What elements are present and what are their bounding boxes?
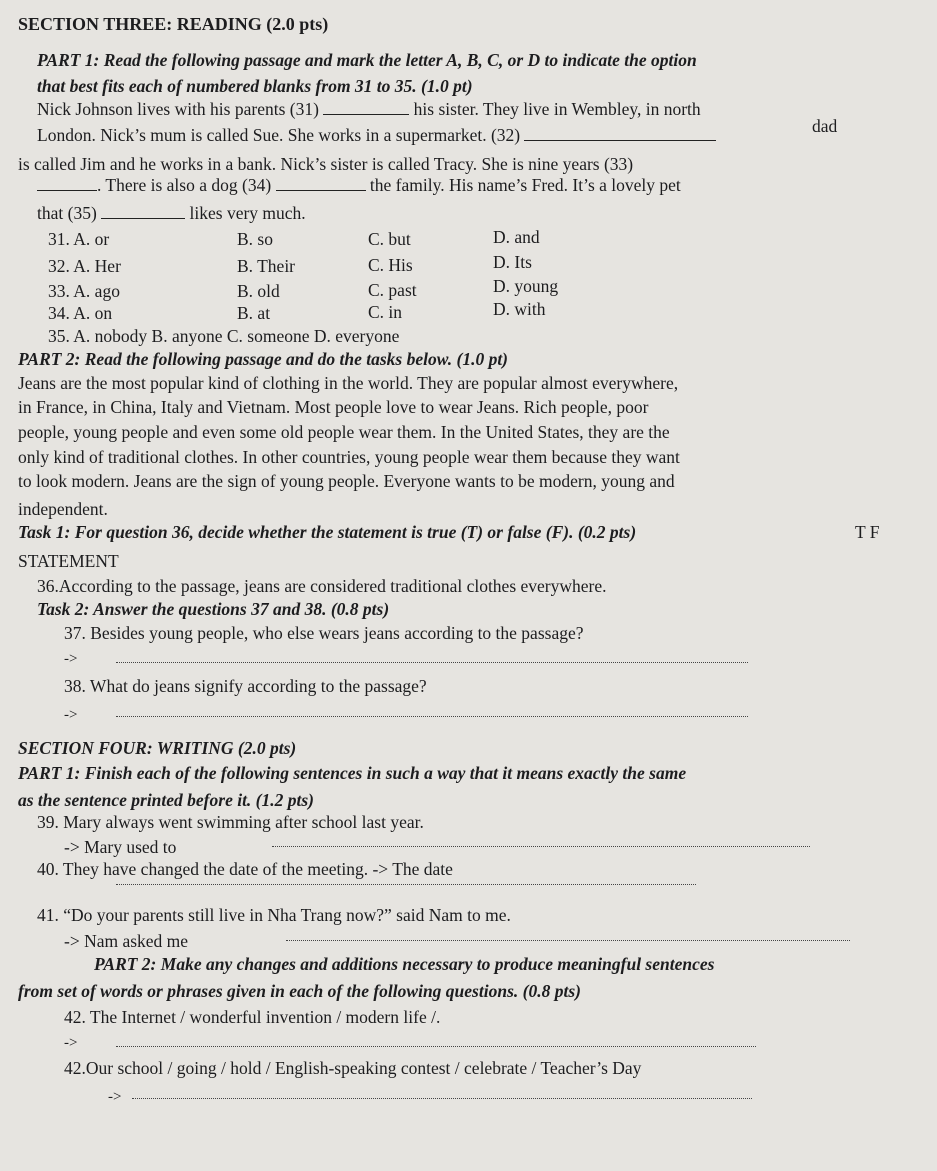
question-40: 40. They have changed the date of the meeting. -> The date xyxy=(37,859,453,879)
answer-line-40[interactable] xyxy=(116,884,696,885)
passage-text: likes very much. xyxy=(189,203,306,223)
q32-option-a: 32. A. Her xyxy=(48,256,121,276)
question-41: 41. “Do your parents still live in Nha Trang now?” said Nam to me. xyxy=(37,905,511,925)
answer-arrow-42b: -> xyxy=(108,1089,122,1105)
passage-line-3: is called Jim and he works in a bank. Nick’s sister is called Tracy. She is nine years (33) xyxy=(18,154,634,174)
part2-instruction: PART 2: Read the following passage and do the tasks below. (1.0 pt) xyxy=(18,349,509,369)
question-38: 38. What do jeans signify according to the passage? xyxy=(64,676,427,696)
writing-part2-line1: PART 2: Make any changes and additions necessary to produce meaningful sentences xyxy=(94,954,715,974)
passage-text: . There is also a dog (34) xyxy=(97,175,272,195)
passage-line-2 xyxy=(37,124,716,146)
question-41-prompt: -> Nam asked me xyxy=(64,931,189,951)
jeans-passage-line-2: in France, in China, Italy and Vietnam. Most people love to wear Jeans. Rich people, poor xyxy=(18,397,649,417)
question-42b: 42.Our school / going / hold / English-speaking contest / celebrate / Teacher’s Day xyxy=(64,1058,642,1078)
question-39-prompt: -> Mary used to xyxy=(64,837,177,857)
jeans-passage-line-4: only kind of traditional clothes. In other countries, young people wear them because they want xyxy=(18,447,680,467)
blank-32[interactable] xyxy=(524,125,716,141)
passage-text: the family. His name’s Fred. It’s a lovely pet xyxy=(369,175,681,195)
section-three-title: SECTION THREE: READING (2.0 pts) xyxy=(18,14,329,34)
passage-text: London. Nick’s mum is called Sue. She works in a supermarket. (32) xyxy=(37,125,521,145)
passage-line-5 xyxy=(37,202,306,224)
q32-option-d: D. Its xyxy=(493,252,532,272)
section-four-title: SECTION FOUR: WRITING (2.0 pts) xyxy=(18,738,297,758)
q34-option-d: D. with xyxy=(493,299,546,319)
q34-option-a: 34. A. on xyxy=(48,303,113,323)
jeans-passage-line-1: Jeans are the most popular kind of clothing in the world. They are popular almost everywhere, xyxy=(18,373,679,393)
passage-text: his sister. They live in Wembley, in north xyxy=(413,99,701,119)
answer-arrow-37: -> xyxy=(64,651,78,667)
q31-option-a: 31. A. or xyxy=(48,229,110,249)
answer-line-37[interactable] xyxy=(116,662,748,663)
task1-instruction: Task 1: For question 36, decide whether the statement is true (T) or false (F). (0.2 pts) xyxy=(18,522,637,542)
passage-text: that (35) xyxy=(37,203,97,223)
question-37: 37. Besides young people, who else wears jeans according to the passage? xyxy=(64,623,584,643)
jeans-passage-line-6: independent. xyxy=(18,499,108,519)
jeans-passage-line-5: to look modern. Jeans are the sign of young people. Everyone wants to be modern, young and xyxy=(18,471,675,491)
q35-options: 35. A. nobody B. anyone C. someone D. everyone xyxy=(48,326,400,346)
q31-option-d: D. and xyxy=(493,227,540,247)
question-36: 36.According to the passage, jeans are considered traditional clothes everywhere. xyxy=(37,576,607,596)
answer-line-42b[interactable] xyxy=(132,1098,752,1099)
blank-35[interactable] xyxy=(101,203,185,219)
statement-header: STATEMENT xyxy=(18,551,119,571)
q33-option-d: D. young xyxy=(493,276,559,296)
q33-option-c: C. past xyxy=(368,280,417,300)
blank-31[interactable] xyxy=(323,99,409,115)
passage-text: Nick Johnson lives with his parents (31) xyxy=(37,99,319,119)
writing-part1-line2: as the sentence printed before it. (1.2 pts) xyxy=(18,790,315,810)
answer-arrow-38: -> xyxy=(64,707,78,723)
blank-34[interactable] xyxy=(276,175,366,191)
question-42a: 42. The Internet / wonderful invention / modern life /. xyxy=(64,1007,441,1027)
q33-option-a: 33. A. ago xyxy=(48,281,120,301)
blank-33[interactable] xyxy=(37,175,97,191)
writing-part1-line1: PART 1: Finish each of the following sentences in such a way that it means exactly the same xyxy=(18,763,687,783)
q31-option-b: B. so xyxy=(237,229,273,249)
passage-line-4 xyxy=(37,174,681,196)
answer-line-38[interactable] xyxy=(116,716,748,717)
q34-option-b: B. at xyxy=(237,303,271,323)
answer-line-39[interactable] xyxy=(272,846,810,847)
part1-instruction-line1: PART 1: Read the following passage and mark the letter A, B, C, or D to indicate the option xyxy=(37,50,697,70)
task2-instruction: Task 2: Answer the questions 37 and 38. (0.8 pts) xyxy=(37,599,390,619)
q34-option-c: C. in xyxy=(368,302,403,322)
q33-option-b: B. old xyxy=(237,281,280,301)
q32-option-b: B. Their xyxy=(237,256,296,276)
answer-line-42a[interactable] xyxy=(116,1046,756,1047)
question-39: 39. Mary always went swimming after school last year. xyxy=(37,812,424,832)
answer-line-41[interactable] xyxy=(286,940,850,941)
writing-part2-line2: from set of words or phrases given in each of the following questions. (0.8 pts) xyxy=(18,981,581,1001)
passage-line-1 xyxy=(37,98,701,120)
passage-dad: dad xyxy=(812,116,838,136)
q32-option-c: C. His xyxy=(368,255,413,275)
true-false-header: T F xyxy=(855,522,880,542)
q31-option-c: C. but xyxy=(368,229,411,249)
answer-arrow-42a: -> xyxy=(64,1035,78,1051)
jeans-passage-line-3: people, young people and even some old people wear them. In the United States, they are the xyxy=(18,422,670,442)
part1-instruction-line2: that best fits each of numbered blanks from 31 to 35. (1.0 pt) xyxy=(37,76,473,96)
